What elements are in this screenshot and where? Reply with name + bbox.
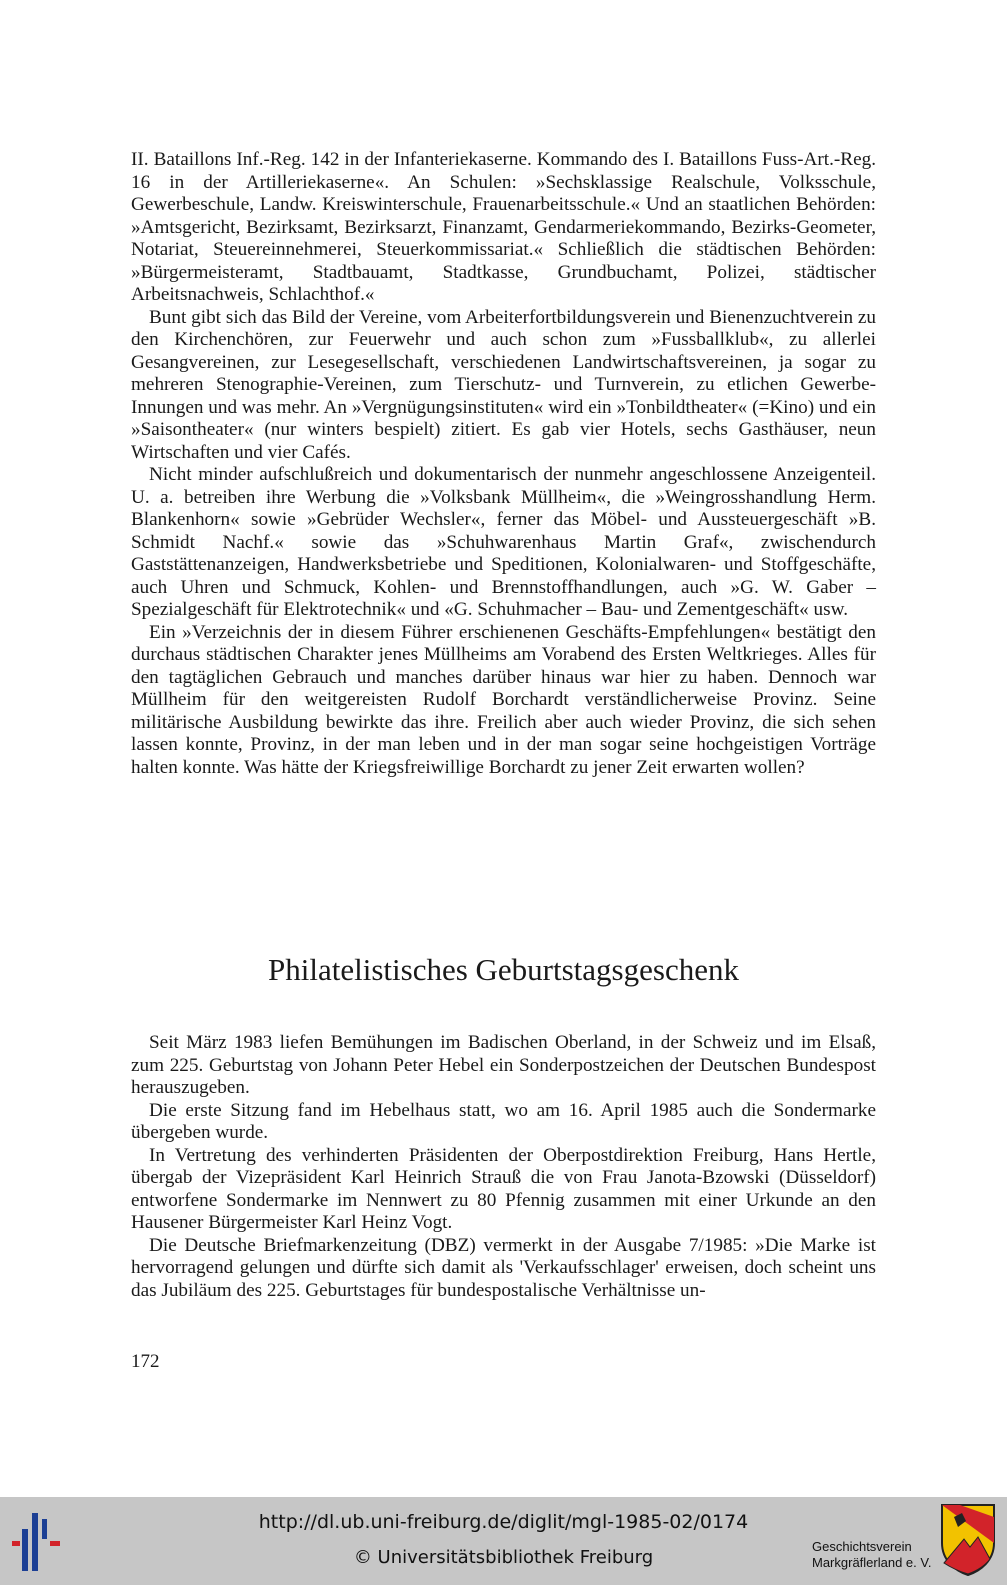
text-block-2	[131, 1032, 876, 1302]
paragraph: In Vertretung des verhinderten Präsidenten der Oberpostdirektion Freiburg, Hans Hertle, übergab der Vizepräsident Karl Heinrich Strauß die von Frau Janota-Bzowski (Düsseldorf) entworfene Sondermarke im Nennwert zu 80 Pfennig zusammen mit einer Urkunde an den Hausener Bürgermeister Karl Heinz Vogt.	[131, 1144, 876, 1233]
verein-name-line2: Markgräflerland e. V.	[812, 1555, 932, 1570]
footer-url-link[interactable]: http://dl.ub.uni-freiburg.de/diglit/mgl-1985-02/0174	[258, 1511, 749, 1533]
paragraph: Die Deutsche Briefmarkenzeitung (DBZ) vermerkt in der Ausgabe 7/1985: »Die Marke ist hervorragend gelungen und dürfte sich damit als 'Verkaufsschlager' erweisen, doch scheint uns das Jubiläum des 225. Geburtstages für bundespostalische Verhältnisse un-	[131, 1234, 876, 1301]
paragraph: Bunt gibt sich das Bild der Vereine, vom Arbeiterfortbildungsverein und Bienenzuchtverein zu den Kirchenchören, zur Feuerwehr und auch schon zum »Fussballklub«, zu allerlei Gesangvereinen, zur Lesegesellschaft, verschiedenen Landwirtschaftsvereinen, ja sogar zu mehreren Stenographie-Vereinen, zum Tierschutz- und Turnverein, zu etlichen Gewerbe-Innungen und was mehr. An »Vergnügungsinstituten« wird ein »Tonbildtheater« (=Kino) und ein »Saisontheater« (nur winters bespielt) zitiert. Es gab vier Hotels, sechs Gasthäuser, neun Wirtschaften und vier Cafés.	[131, 306, 876, 463]
paragraph: Die erste Sitzung fand im Hebelhaus statt, wo am 16. April 1985 auch die Sondermarke übergeben wurde.	[131, 1099, 876, 1143]
paragraph: Nicht minder aufschlußreich und dokumentarisch der nunmehr angeschlossene Anzeigenteil. U. a. betreiben ihre Werbung die »Volksbank Müllheim«, die »Weingrosshandlung Herm. Blankenhorn« sowie »Gebrüder Wechsler«, ferner das Möbel- und Aussteuergeschäft »B. Schmidt Nachf.« sowie das »Schuhwarenhaus Martin Graf«, zwischendurch Gaststättenanzeigen, Handwerksbetriebe und Speditionen, Kolonialwaren- und Stoffgeschäfte, auch Uhren und Schmuck, Kohlen- und Brennstoffhandlungen, auch »G. W. Gaber – Spezialgeschäft für Elektrotechnik« und «G. Schuhmacher – Bau- und Zementgeschäft« usw.	[131, 464, 876, 620]
verein-name-line1: Geschichtsverein	[812, 1539, 912, 1554]
section-heading: Philatelistisches Geburtstagsgeschenk	[268, 952, 739, 987]
paragraph: II. Bataillons Inf.-Reg. 142 in der Infanteriekaserne. Kommando des I. Bataillons Fuss-Art.-Reg. 16 in der Artilleriekaserne«. An Schulen: »Sechsklassige Realschule, Volksschule, Gewerbeschule, Landw. Kreiswinterschule, Frauenarbeitsschule.« Und an staatlichen Behörden: »Amtsgericht, Bezirksamt, Bezirksarzt, Finanzamt, Gendarmeriekommando, Bezirks-Geometer, Notariat, Steuereinnehmerei, Steuerkommissariat.« Schließlich die städtischen Behörden: »Bürgermeisteramt, Stadtbauamt, Stadtkasse, Grundbuchamt, Polizei, städtischer Arbeitsnachweis, Schlachthof.«	[131, 149, 876, 305]
footer-copyright: © Universitätsbibliothek Freiburg	[353, 1547, 654, 1568]
verein-name	[812, 1539, 932, 1571]
footer-bar	[0, 1497, 1007, 1585]
page-number: 172	[131, 1351, 160, 1372]
text-block-1	[131, 149, 876, 779]
coat-of-arms-icon[interactable]	[940, 1503, 996, 1577]
paragraph: Seit März 1983 liefen Bemühungen im Badischen Oberland, in der Schweiz und im Elsaß, zum 225. Geburtstag von Johann Peter Hebel ein Sonderpostzeichen der Deutschen Bundespost herauszugeben.	[131, 1032, 876, 1098]
paragraph: Ein »Verzeichnis der in diesem Führer erschienenen Geschäfts-Empfehlungen« bestätigt den durchaus städtischen Charakter jenes Müllheims am Vorabend des Ersten Weltkrieges. Alles für den tagtäglichen Gebrauch und manches darüber hinaus war hier zu haben. Dennoch war Müllheim für den weitgereisten Rudolf Borchardt verständlicherweise Provinz. Seine militärische Ausbildung bewirkte das ihre. Freilich aber auch wieder Provinz, die sich sehen lassen konnte, Provinz, in der man leben und in der man sogar seine hochgeistigen Vorträge halten konnte. Was hätte der Kriegsfreiwillige Borchardt zu jener Zeit erwarten wollen?	[131, 621, 876, 778]
